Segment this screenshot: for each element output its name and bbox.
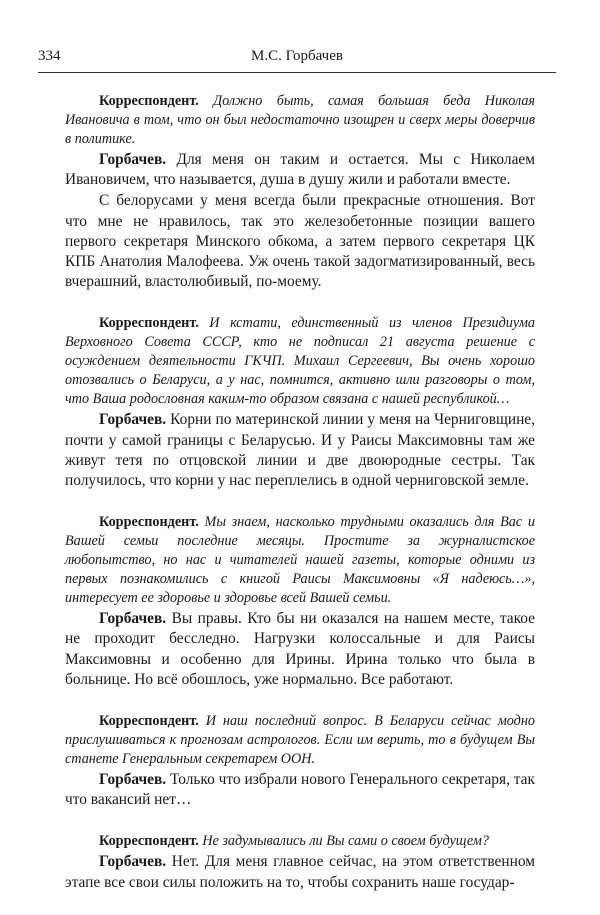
- question-text: И кстати, единственный из членов Президиума Верховного Совета СССР, кто не подписал 21 августа решение с осуждением деятельности ГКЧП. Михаил Сергеевич, Вы очень хорошо отозвались о Беларуси, а у нас, помнится, активно шли разговоры о том, что Ваша родословная каким-то образом связана с нашей республикой…: [65, 315, 535, 408]
- question-text: И наш последний вопрос. В Беларуси сейчас модно прислушиваться к прогнозам астрологов. Если им верить, то в будущем Вы станете Генеральным секретарем ООН.: [65, 713, 535, 768]
- question-paragraph: [65, 712, 535, 769]
- question-paragraph: [65, 92, 535, 149]
- running-title: М.С. Горбачев: [251, 48, 343, 64]
- answer-paragraph: [65, 609, 535, 690]
- question-text: Не задумывались ли Вы сами о своем будущем?: [202, 833, 489, 850]
- speaker-label: Горбачев.: [99, 771, 167, 789]
- running-head: [38, 48, 556, 70]
- answer-paragraph: [65, 770, 535, 810]
- speaker-label: Горбачев.: [99, 610, 167, 628]
- question-text: Мы знаем, насколько трудными оказались для Вас и Вашей семьи последние месяцы. Простите за журналистское любопытство, но нас и читателей нашей газеты, которые одними из первых познакомились с книгой Раисы Максимовны «Я надеюсь…», интересует ее здоровье и здоровье всей Вашей семьи.: [65, 514, 535, 607]
- interview-text: [65, 92, 535, 915]
- exchange-3: [65, 513, 535, 690]
- question-paragraph: [65, 832, 535, 851]
- speaker-label: Корреспондент.: [99, 713, 199, 730]
- answer-text: Только что избрали нового Генерального секретаря, так что вакансий нет…: [65, 771, 535, 809]
- speaker-label: Горбачев.: [99, 411, 167, 429]
- speaker-label: Корреспондент.: [99, 315, 199, 332]
- answer-text: Нет. Для меня главное сейчас, на этом ответственном этапе все свои силы положить на то, чтобы сохранить наше государ-: [65, 853, 535, 891]
- answer-text: Корни по материнской линии у меня на Черниговщине, почти у самой границы с Беларусью. И у Раисы Максимовны там же живут тетя по отцовской линии и две двоюродные сестры. Так получилось, что корни у нас переплелись в одной черниговской земле.: [65, 411, 535, 490]
- speaker-label: Корреспондент.: [99, 93, 199, 109]
- answer-paragraph: [65, 852, 535, 892]
- answer-paragraph: [65, 410, 535, 491]
- answer-paragraph: [65, 150, 535, 190]
- speaker-label: Корреспондент.: [99, 514, 199, 531]
- speaker-label: Горбачев.: [99, 853, 167, 871]
- question-text: Должно быть, самая большая беда Николая Ивановича в том, что он был недостаточно изощрен и сверх меры доверчив в политике.: [65, 93, 536, 147]
- question-paragraph: [65, 513, 535, 608]
- header-rule: [38, 72, 556, 73]
- answer-paragraph: [65, 191, 535, 292]
- answer-text: С белорусами у меня всегда были прекрасные отношения. Вот что мне не нравилось, так это железобетонные позиции вашего первого секретаря Минского обкома, а затем первого секретаря ЦК КПБ Анатолия Малофеева. Уж очень такой задогматизированный, весь вчерашний, властолюбивый, по-моему.: [65, 192, 535, 291]
- page-number: 334: [38, 48, 61, 64]
- speaker-label: Горбачев.: [99, 151, 167, 168]
- answer-text: Вы правы. Кто бы ни оказался на нашем месте, такое не проходит бесследно. Нагрузки колоссальные и для Раисы Максимовны и особенно для Ирины. Ирина только что была в больнице. Но всё обошлось, уже нормально. Все работают.: [65, 610, 535, 688]
- exchange-5: [65, 832, 535, 892]
- question-paragraph: [65, 314, 535, 409]
- exchange-2: [65, 314, 535, 491]
- speaker-label: Корреспондент.: [99, 833, 199, 850]
- exchange-4: [65, 712, 535, 810]
- answer-text: Для меня он таким и остается. Мы с Николаем Ивановичем, что называется, душа в душу жили и работали вместе.: [65, 151, 535, 189]
- exchange-1: [65, 92, 535, 292]
